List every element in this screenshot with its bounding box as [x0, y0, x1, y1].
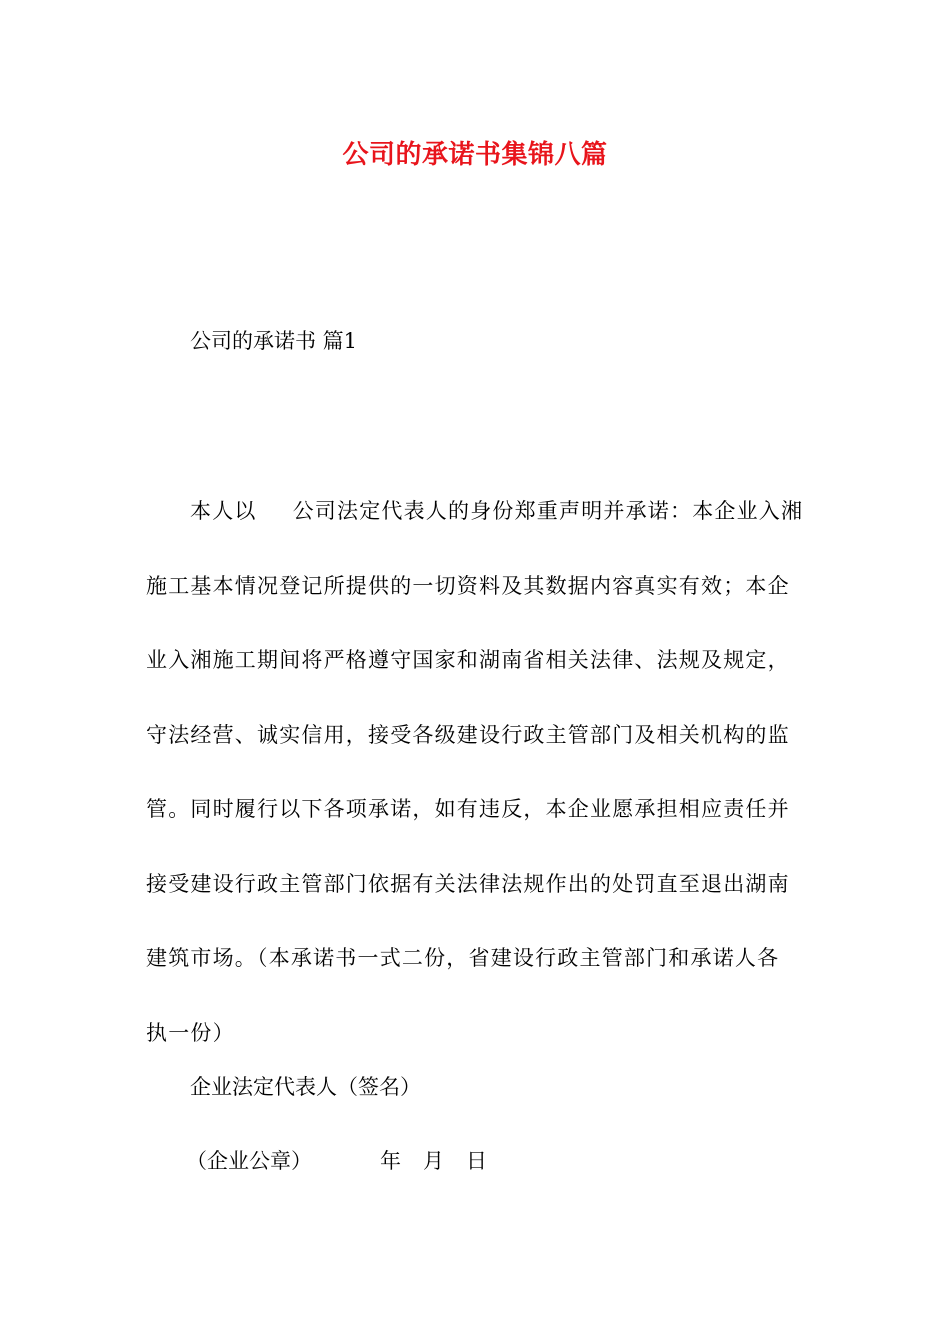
date-day: 日	[466, 1149, 487, 1173]
body-line: 守法经营、诚实信用，接受各级建设行政主管部门及相关机构的监	[146, 722, 790, 747]
body-line-start: 本人以	[190, 499, 257, 523]
body-line: 建筑市场。（本承诺书一式二份，省建设行政主管部门和承诺人各	[146, 946, 780, 970]
seal-date-line	[186, 1146, 487, 1176]
body-line: 接受建设行政主管部门依据有关法律法规作出的处罚直至退出湖南	[146, 871, 790, 896]
body-line	[146, 474, 806, 549]
signature-label: 企业法定代表人（签名）	[190, 1075, 421, 1099]
body-line: 执一份）	[146, 1020, 235, 1045]
body-line-rest: 公司法定代表人的身份郑重声明并承诺：本企业入湘	[292, 499, 804, 523]
body-paragraph	[146, 474, 806, 1070]
date-year: 年	[380, 1149, 401, 1173]
body-line: 管。同时履行以下各项承诺，如有违反，本企业愿承担相应责任并	[146, 797, 790, 821]
section-heading: 公司的承诺书 篇1	[190, 329, 358, 353]
document-title: 公司的承诺书集锦八篇	[342, 140, 608, 170]
date-month: 月	[423, 1149, 444, 1173]
body-line: 施工基本情况登记所提供的一切资料及其数据内容真实有效；本企	[146, 573, 790, 598]
body-line: 业入湘施工期间将严格遵守国家和湖南省相关法律、法规及规定，	[146, 648, 790, 672]
seal-label: （企业公章）	[186, 1149, 312, 1173]
date-fields	[380, 1149, 487, 1173]
